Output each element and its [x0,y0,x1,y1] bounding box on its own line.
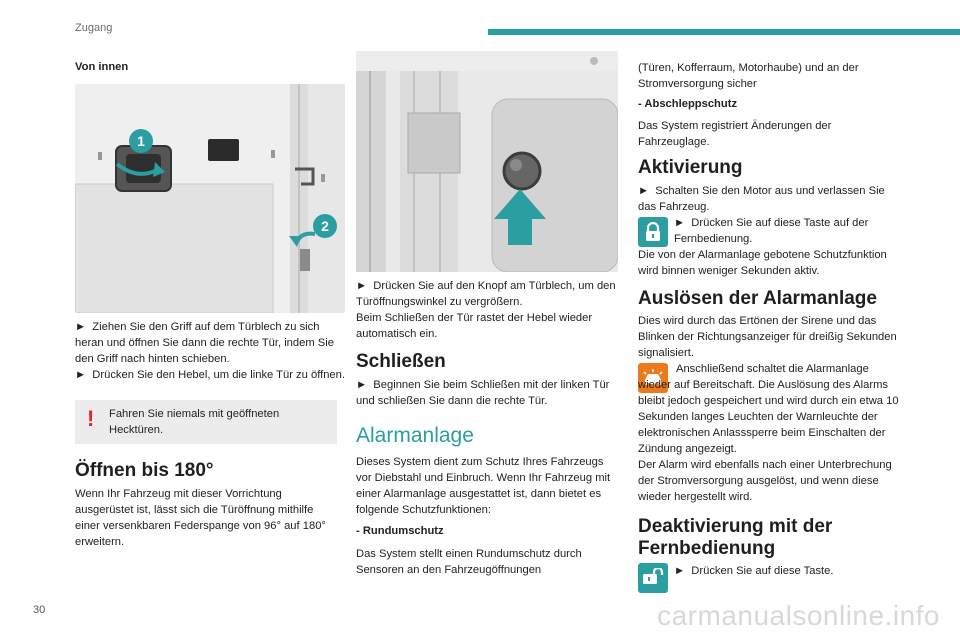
paragraph-protection-active: Die von der Alarmanlage gebotene Schutzfunktion wird binnen weniger Sekunden aktiv. [638,249,887,277]
door-inside-drawing [75,84,345,313]
heading-deactivation-remote: Deaktivierung mit der Fernbedienung [638,516,833,559]
bullet-arrow: ► [674,565,686,577]
paragraph-open-180: Wenn Ihr Fahrzeug mit dieser Vorrichtung ausgerüstet ist, lässt sich die Türöffnung mithilfe einer versenkbaren Federspange von 96° auf 180° erweitern. [75,488,326,548]
paragraph-alarm-standby: Anschließend schaltet die Alarmanlage wieder auf Bereitschaft. Die Auslösung des Alarms bleibt jedoch gespeichert und wird durch ein etwa 10 Sekunden langes Leuchten der Warnleuchte der elektronischen Anlasssperre beim Einschalten der Zündung angezeigt. [638,363,899,455]
heading-alarm: Alarmanlage [356,424,474,447]
lock-icon [638,217,668,247]
heading-open-180: Öffnen bis 180° [75,460,214,481]
paragraph-lever-engages: Beim Schließen der Tür rastet der Hebel wieder automatisch ein. [356,312,593,340]
bullet-arrow: ► [356,280,368,292]
heading-round-protection: - Rundumschutz [356,525,444,537]
callout-badge-2: 2 [313,214,337,238]
bullet-arrow: ► [674,217,686,229]
paragraph-alarm-power-cut: Der Alarm wird ebenfalls nach einer Unterbrechung der Stromversorgung ausgelöst, und wenn diese wieder hergestellt wird. [638,459,892,503]
instruction-engine-off: ► Schalten Sie den Motor aus und verlassen Sie das Fahrzeug. [638,185,885,213]
paragraph-alarm-trigger: Dies wird durch das Ertönen der Sirene und das Blinken der Richtungsanzeiger für dreißig Sekunden signalisiert. [638,315,897,359]
warning-icon: ! [87,406,95,431]
heading-close: Schließen [356,351,446,372]
section-title: Zugang [75,22,113,34]
warning-text: Fahren Sie niemals mit geöffneten Hecktüren. [109,408,280,436]
instruction-close: ► Beginnen Sie beim Schließen mit der linken Tür und schließen Sie dann die rechte Tür. [356,379,610,407]
door-button-drawing [356,51,618,272]
bullet-arrow: ► [75,321,87,333]
paragraph-tow-protection: Das System registriert Änderungen der Fahrzeuglage. [638,120,832,148]
paragraph-round-protection: Das System stellt einen Rundumschutz durch Sensoren an den Fahrzeugöffnungen [356,548,582,576]
instruction-press-lever: ► Drücken Sie den Hebel, um die linke Tür zu öffnen. [75,369,345,381]
heading-tow-protection: - Abschleppschutz [638,98,738,110]
bullet-arrow: ► [356,379,368,391]
illustration-door-button [356,51,618,272]
watermark: carmanualsonline.info [657,600,940,631]
instruction-pull-handle: ► Ziehen Sie den Griff auf dem Türblech zu sich heran und öffnen Sie dann die rechte Tür, indem Sie den Griff nach hinten schieben. [75,321,334,365]
instruction-press-button: ► Drücken Sie auf den Knopf am Türblech, um den Türöffnungswinkel zu vergrößern. [356,280,616,308]
page-number: 30 [33,604,46,616]
paragraph-alarm-intro: Dieses System dient zum Schutz Ihres Fahrzeugs vor Diebstahl und Einbruch. Wenn Ihr Fahrzeug mit einer Alarmanlage ausgestattet ist, dann bietet es folgende Schutzfunktionen: [356,456,611,516]
warning-box [75,400,337,444]
callout-badge-1: 1 [129,129,153,153]
paragraph-round-continued: (Türen, Kofferraum, Motorhaube) und an der Stromversorgung sicher [638,62,859,90]
unlock-icon [638,563,668,593]
bullet-arrow: ► [638,185,650,197]
illustration-door-inside [75,84,345,313]
bullet-arrow: ► [75,369,87,381]
header-accent-bar [488,29,960,35]
heading-activation: Aktivierung [638,157,743,178]
instruction-press-unlock-key: ► Drücken Sie auf diese Taste. [674,565,834,577]
heading-alarm-trigger: Auslösen der Alarmanlage [638,288,877,309]
instruction-press-lock-key: ► Drücken Sie auf diese Taste auf der Fernbedienung. [674,217,869,245]
heading-inside: Von innen [75,61,129,73]
